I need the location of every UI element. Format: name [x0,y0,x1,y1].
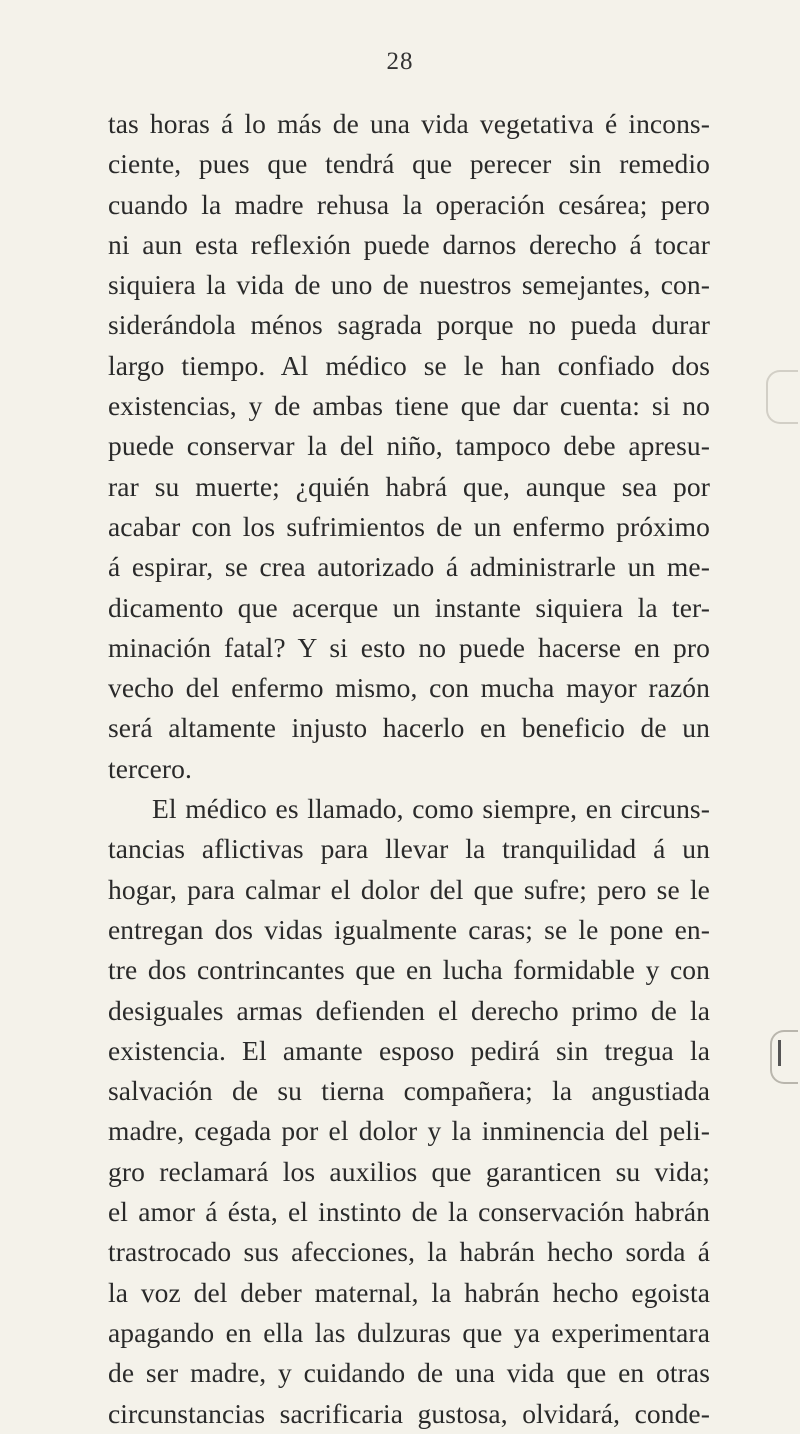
text-line: minación fatal? Y si esto no puede hacerse en pro [108,631,710,663]
text-line: ciente, pues que tendrá que perecer sin remedio [108,148,710,180]
text-line: existencias, y de ambas tiene que dar cuenta: si no [108,390,710,422]
text-line: madre, cegada por el dolor y la inminencia del peli- [108,1115,710,1147]
paragraph-end-line: tercero. [108,752,192,784]
page-number: 28 [386,48,414,75]
body-text [108,104,710,1434]
page-edge-bleed-mark [766,370,798,424]
text-line: cuando la madre rehusa la operación cesárea; pero [108,188,710,220]
text-line: desiguales armas defienden el derecho primo de la [108,994,710,1026]
text-line: existencia. El amante esposo pedirá sin tregua la [108,1034,710,1066]
text-line: tas horas á lo más de una vida vegetativa é incons- [108,108,710,139]
text-line: siderándola ménos sagrada porque no pueda durar [108,309,710,341]
text-line: largo tiempo. Al médico se le han confiado dos [108,349,710,381]
text-line: hogar, para calmar el dolor del que sufre; pero se le [108,873,710,905]
text-line: gro reclamará los auxilios que garanticen su vida; [108,1155,710,1187]
text-line: apagando en ella las dulzuras que ya experimentara [108,1316,710,1348]
page-edge-ink-mark [778,1040,781,1066]
text-line: entregan dos vidas igualmente caras; se le pone en- [108,913,710,945]
text-line: rar su muerte; ¿quién habrá que, aunque sea por [108,470,710,502]
text-line: salvación de su tierna compañera; la angustiada [108,1075,710,1107]
text-line: de ser madre, y cuidando de una vida que en otras [108,1357,710,1389]
text-line: tre dos contrincantes que en lucha formidable y con [108,954,710,986]
text-line: puede conservar la del niño, tampoco debe apresu- [108,430,710,462]
page-edge-bleed-mark [770,1030,798,1084]
text-line: circunstancias sacrificaria gustosa, olvidará, conde- [108,1397,710,1429]
text-line: la voz del deber maternal, la habrán hecho egoista [108,1276,710,1308]
text-line: ni aun esta reflexión puede darnos derecho á tocar [108,228,710,260]
paragraph-start-line: El médico es llamado, como siempre, en circuns- [152,793,710,825]
text-line: tancias aflictivas para llevar la tranquilidad á un [108,833,710,865]
text-line: trastrocado sus afecciones, la habrán hecho sorda á [108,1236,710,1268]
text-line: á espirar, se crea autorizado á administrarle un me- [108,551,710,583]
text-line: el amor á ésta, el instinto de la conservación habrán [108,1196,710,1228]
text-line: acabar con los sufrimientos de un enfermo próximo [108,510,710,542]
text-line: será altamente injusto hacerlo en beneficio de un [108,712,710,744]
text-line: dicamento que acerque un instante siquiera la ter- [108,591,710,623]
text-line: siquiera la vida de uno de nuestros semejantes, con- [108,269,710,301]
text-line: vecho del enfermo mismo, con mucha mayor razón [108,672,710,704]
